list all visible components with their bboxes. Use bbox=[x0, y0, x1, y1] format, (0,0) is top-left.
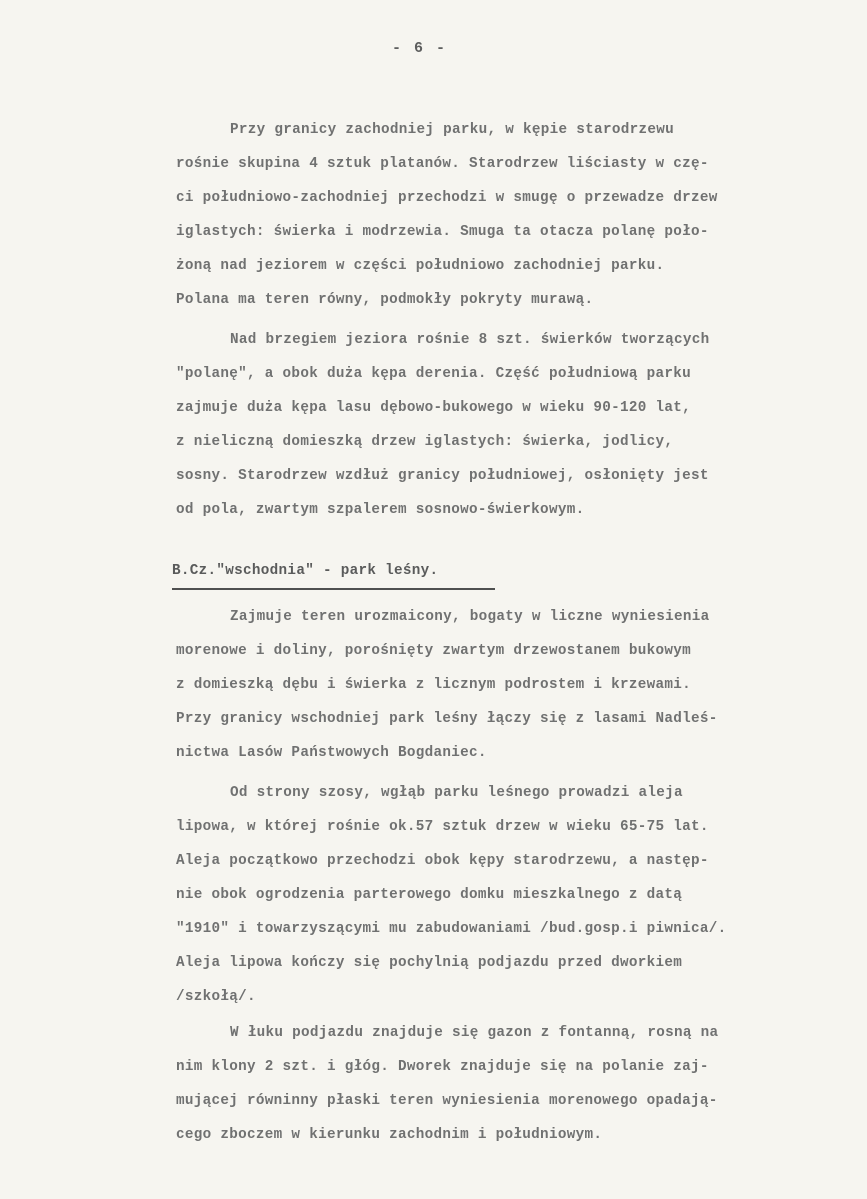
page-number: - 6 - bbox=[392, 40, 448, 57]
paragraph-4-line-3: Aleja początkowo przechodzi obok kępy starodrzewu, a następ- bbox=[176, 853, 709, 869]
paragraph-3-line-1: Zajmuje teren urozmaicony, bogaty w liczne wyniesienia bbox=[230, 609, 710, 625]
paragraph-5-line-2: nim klony 2 szt. i głóg. Dworek znajduje się na polanie zaj- bbox=[176, 1059, 709, 1075]
paragraph-4-line-7: /szkołą/. bbox=[176, 989, 256, 1005]
paragraph-4-line-4: nie obok ogrodzenia parterowego domku mieszkalnego z datą bbox=[176, 887, 683, 903]
paragraph-4-line-2: lipowa, w której rośnie ok.57 sztuk drzew w wieku 65-75 lat. bbox=[176, 819, 709, 835]
paragraph-2-line-5: sosny. Starodrzew wzdłuż granicy południowej, osłonięty jest bbox=[176, 468, 709, 484]
section-heading-underline bbox=[172, 588, 495, 590]
paragraph-2-line-2: "polanę", a obok duża kępa derenia. Część południową parku bbox=[176, 366, 692, 382]
paragraph-1-line-2: rośnie skupina 4 sztuk platanów. Starodrzew liściasty w czę- bbox=[176, 156, 709, 172]
paragraph-5-line-4: cego zboczem w kierunku zachodnim i południowym. bbox=[176, 1127, 603, 1143]
paragraph-1-line-5: żoną nad jeziorem w części południowo zachodniej parku. bbox=[176, 258, 665, 274]
paragraph-3-line-5: nictwa Lasów Państwowych Bogdaniec. bbox=[176, 745, 487, 761]
paragraph-1-line-6: Polana ma teren równy, podmokły pokryty murawą. bbox=[176, 292, 594, 308]
paragraph-3-line-4: Przy granicy wschodniej park leśny łączy się z lasami Nadleś- bbox=[176, 711, 718, 727]
paragraph-3-line-2: morenowe i doliny, porośnięty zwartym drzewostanem bukowym bbox=[176, 643, 692, 659]
paragraph-1-line-4: iglastych: świerka i modrzewia. Smuga ta otacza polanę poło- bbox=[176, 224, 709, 240]
paragraph-1-line-1: Przy granicy zachodniej parku, w kępie starodrzewu bbox=[230, 122, 674, 138]
paragraph-5-line-1: W łuku podjazdu znajduje się gazon z fontanną, rosną na bbox=[230, 1025, 719, 1041]
paragraph-2-line-4: z nieliczną domieszką drzew iglastych: świerka, jodlicy, bbox=[176, 434, 674, 450]
paragraph-4-line-6: Aleja lipowa kończy się pochylnią podjazdu przed dworkiem bbox=[176, 955, 683, 971]
paragraph-4-line-5: "1910" i towarzyszącymi mu zabudowaniami /bud.gosp.i piwnica/. bbox=[176, 921, 727, 937]
paragraph-5-line-3: mującej równinny płaski teren wyniesienia morenowego opadają- bbox=[176, 1093, 718, 1109]
section-heading: B.Cz."wschodnia" - park leśny. bbox=[172, 563, 439, 579]
paragraph-1-line-3: ci południowo-zachodniej przechodzi w smugę o przewadze drzew bbox=[176, 190, 718, 206]
paragraph-2-line-6: od pola, zwartym szpalerem sosnowo-świerkowym. bbox=[176, 502, 585, 518]
paragraph-3-line-3: z domieszką dębu i świerka z licznym podrostem i krzewami. bbox=[176, 677, 692, 693]
paragraph-4-line-1: Od strony szosy, wgłąb parku leśnego prowadzi aleja bbox=[230, 785, 683, 801]
paragraph-2-line-1: Nad brzegiem jeziora rośnie 8 szt. świerków tworzących bbox=[230, 332, 710, 348]
paragraph-2-line-3: zajmuje duża kępa lasu dębowo-bukowego w wieku 90-120 lat, bbox=[176, 400, 692, 416]
